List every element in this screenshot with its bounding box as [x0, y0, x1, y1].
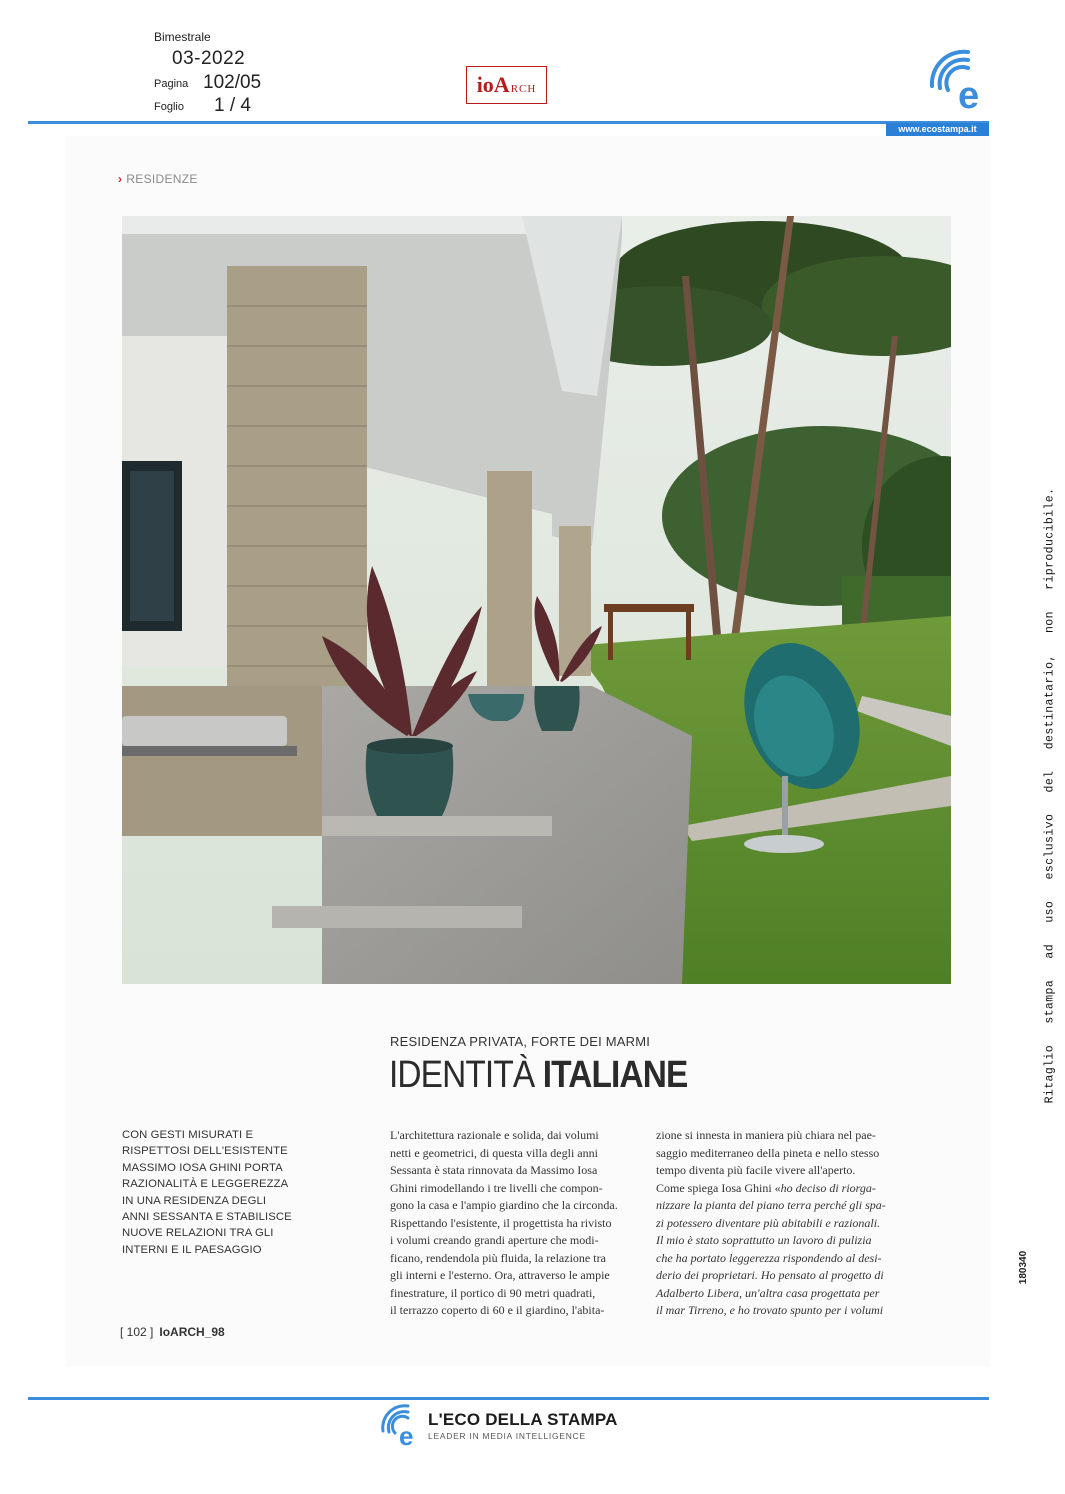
svg-text:e: e [399, 1421, 414, 1447]
body-line: saggio mediterraneo della pineta e nello stesso [656, 1145, 880, 1160]
body-line: ficano, rendendola più fluida, la relazione tra [390, 1250, 606, 1265]
eco-stampa-footer-icon [380, 1403, 424, 1447]
sheet-value: 1 / 4 [214, 95, 251, 116]
villa-photo [122, 216, 951, 984]
body-line: tempo diventa più facile vivere all'aperto. [656, 1163, 856, 1177]
quote-line: derio dei proprietari. Ho pensato al progetto di [656, 1268, 884, 1282]
agency-tagline: LEADER IN MEDIA INTELLIGENCE [428, 1430, 586, 1441]
publication-logo-main: ioA [476, 72, 510, 97]
body-column-1 [390, 1127, 635, 1320]
clip-code [1014, 1222, 1034, 1312]
svg-text:e: e [958, 75, 980, 112]
body-line: zione si innesta in maniera più chiara nel pae- [656, 1128, 876, 1142]
periodicity-label: Bimestrale [154, 30, 211, 44]
agency-name: L'ECO DELLA STAMPA [428, 1409, 618, 1429]
body-column-2 [656, 1127, 896, 1320]
publication-logo-sub: RCH [510, 83, 537, 95]
issue-date: 03-2022 [172, 48, 246, 69]
body-line [656, 1180, 896, 1198]
body-line: gli interni e l'esterno. Ora, attraverso le ampie [390, 1268, 610, 1282]
quote-line: Il mio è stato soprattutto un lavoro di pulizia [656, 1233, 872, 1247]
quote-line: Adalberto Libera, un'altra casa progettata per [656, 1285, 880, 1300]
section-label [118, 172, 198, 186]
body-line: i volumi creando grandi aperture che modi- [390, 1233, 599, 1247]
body-line: netti e geometrici, di questa villa degli anni [390, 1145, 598, 1160]
copyright-disclaimer [1040, 460, 1060, 1130]
title-light: IDENTITÀ [389, 1054, 535, 1096]
quote-line: che ha portato leggerezza rispondendo al desi- [656, 1250, 882, 1265]
eco-stampa-logo-icon [928, 46, 990, 112]
agency-footer-logo [380, 1403, 680, 1447]
disclaimer-text: Ritaglio stampa ad uso esclusivo del destinatario, non riproducibile. [1043, 487, 1057, 1103]
sheet-label: Foglio [154, 101, 184, 113]
folio-page: [ 102 ] [120, 1325, 154, 1339]
footer-rule [28, 1397, 989, 1400]
quote-line: il mar Tirreno, e ho trovato spunto per i volumi [656, 1303, 884, 1317]
article-title [389, 1054, 687, 1097]
quote-line: zi potessero diventare più abitabili e razionali. [656, 1215, 881, 1230]
publication-logo [466, 66, 547, 104]
section-name: RESIDENZE [126, 172, 198, 186]
header-rule [28, 121, 989, 124]
pages-label: Pagina [154, 78, 189, 90]
body-line: il terrazzo coperto di 60 e il giardino, l'abita- [390, 1303, 605, 1317]
body-line: finestrature, il portico di 90 metri quadrati, [390, 1285, 596, 1300]
clip-code-text: 180340 [1018, 1250, 1030, 1284]
body-line: L'architettura razionale e solida, dai volumi [390, 1128, 599, 1142]
body-line: Sessanta è stata rinnovata da Massimo Iosa [390, 1163, 598, 1177]
quote-text: ho deciso di riorga- [780, 1180, 876, 1195]
article-lead: CON GESTI MISURATI E RISPETTOSI DELL'ESISTENTE MASSIMO IOSA GHINI PORTA RAZIONALITÀ E LEGGEREZZA IN UNA RESIDENZA DEGLI ANNI SESSANTA E STABILISCE NUOVE RELAZIONI TRA GLI INTERNI E IL PAESAGGIO [122, 1129, 292, 1256]
body-line: Ghini rimodellando i tre livelli che compon- [390, 1180, 603, 1195]
body-line: Rispettando l'esistente, il progettista ha rivisto [390, 1215, 612, 1230]
folio-magazine: IoARCH_98 [159, 1325, 225, 1339]
agency-url[interactable]: www.ecostampa.it [886, 123, 989, 136]
folio [120, 1325, 225, 1339]
article-kicker: RESIDENZA PRIVATA, FORTE DEI MARMI [390, 1034, 651, 1049]
body-text: Come spiega Iosa Ghini « [656, 1180, 781, 1195]
pages-value: 102/05 [203, 72, 262, 93]
chevron-right-icon: › [118, 172, 123, 186]
quote-line: nizzare la pianta del piano terra perché gli spa- [656, 1198, 886, 1212]
body-line: gono la casa e l'ampio giardino che la circonda. [390, 1198, 618, 1212]
title-bold: ITALIANE [542, 1054, 688, 1096]
